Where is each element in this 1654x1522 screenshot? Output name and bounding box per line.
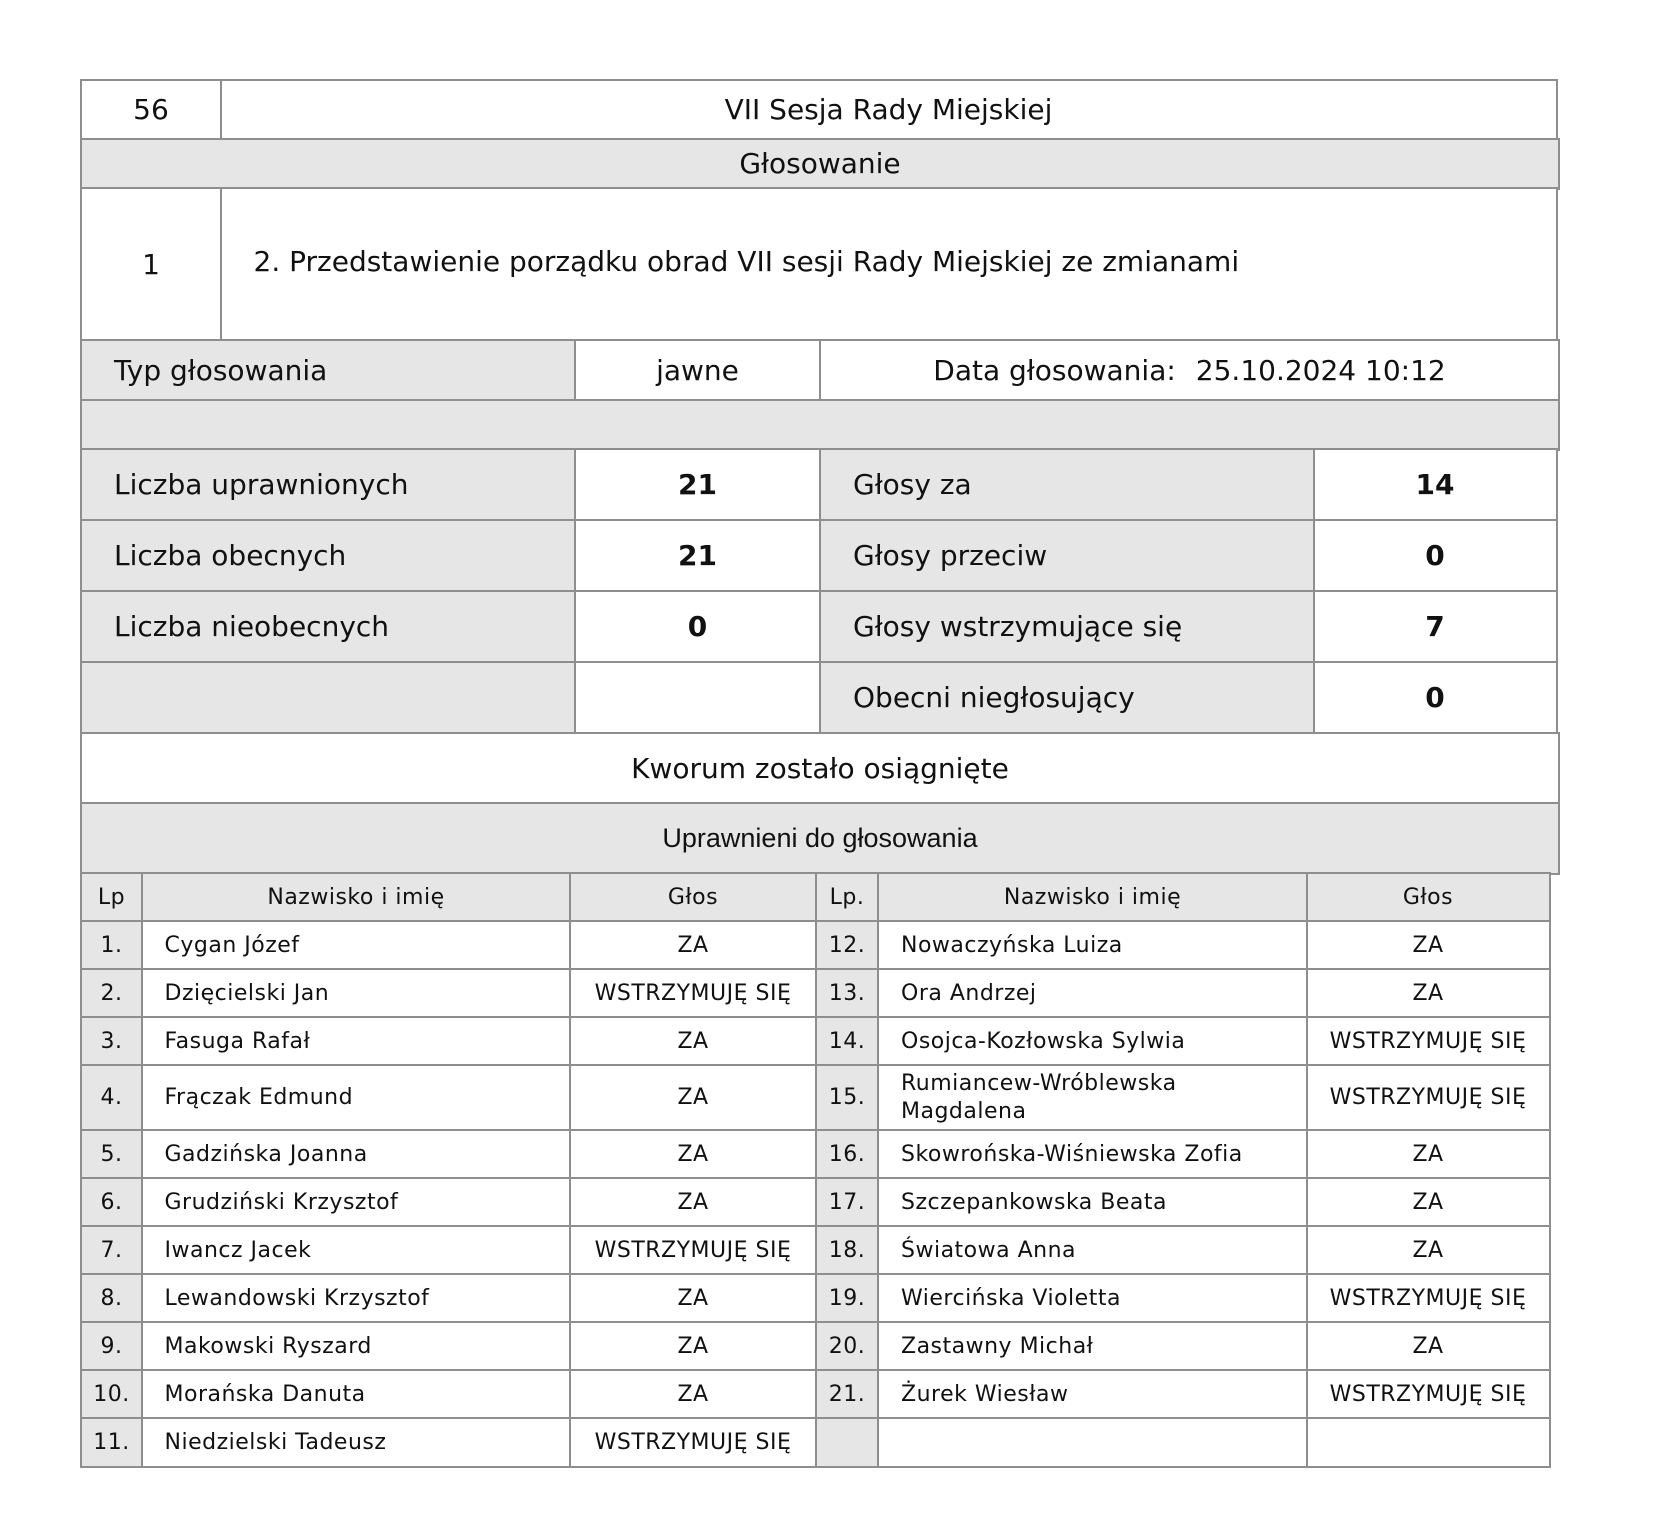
voter-name: Wiercińska Violetta [877, 1273, 1308, 1324]
stat-value: 14 [1313, 448, 1558, 522]
voter-name: Żurek Wiesław [877, 1369, 1308, 1420]
voter-lp: 11. [80, 1417, 143, 1468]
voter-lp: 9. [80, 1321, 143, 1372]
voter-name: Skowrońska-Wiśniewska Zofia [877, 1129, 1308, 1180]
column-header-lp: Lp. [815, 872, 880, 923]
voter-vote: ZA [569, 1321, 817, 1372]
voter-vote: WSTRZYMUJĘ SIĘ [569, 1225, 817, 1276]
voter-vote: WSTRZYMUJĘ SIĘ [569, 968, 817, 1019]
voters-header-row [80, 872, 1558, 920]
table-row [80, 1225, 1558, 1273]
voter-name: Morańska Danuta [141, 1369, 572, 1420]
voter-lp: 2. [80, 968, 143, 1019]
voter-name: Rumiancew-Wróblewska Magdalena [877, 1064, 1308, 1132]
voter-vote: WSTRZYMUJĘ SIĘ [1306, 1016, 1551, 1067]
voter-vote: WSTRZYMUJĘ SIĘ [1306, 1273, 1551, 1324]
quorum-row [80, 732, 1558, 802]
voter-lp: 15. [815, 1064, 880, 1132]
voter-name: Makowski Ryszard [141, 1321, 572, 1372]
voter-vote: ZA [569, 1064, 817, 1132]
vote-date-value: 25.10.2024 10:12 [1195, 353, 1446, 387]
voter-lp: 5. [80, 1129, 143, 1180]
voter-name: Grudziński Krzysztof [141, 1177, 572, 1228]
voter-vote: WSTRZYMUJĘ SIĘ [1306, 1369, 1551, 1420]
voter-name: Zastawny Michał [877, 1321, 1308, 1372]
column-header-name: Nazwisko i imię [877, 872, 1308, 923]
voter-vote: ZA [569, 1016, 817, 1067]
voter-lp: 1. [80, 920, 143, 971]
agenda-item-row [80, 187, 1558, 339]
voter-lp: 19. [815, 1273, 880, 1324]
column-header-vote: Głos [569, 872, 817, 923]
table-row [80, 1273, 1558, 1321]
voter-lp: 20. [815, 1321, 880, 1372]
voter-lp: 21. [815, 1369, 880, 1420]
column-header-name: Nazwisko i imię [141, 872, 572, 923]
voter-vote: ZA [569, 1129, 817, 1180]
stat-label: Liczba nieobecnych [80, 590, 576, 664]
voter-lp: 7. [80, 1225, 143, 1276]
section-title-row [80, 138, 1558, 187]
session-title: VII Sesja Rady Miejskiej [220, 79, 1558, 141]
voter-lp: 18. [815, 1225, 880, 1276]
voter-vote: ZA [1306, 1129, 1551, 1180]
voter-lp: 10. [80, 1369, 143, 1420]
vote-meta-row [80, 339, 1558, 399]
voting-report [80, 79, 1558, 1465]
voter-lp: 8. [80, 1273, 143, 1324]
stat-label: Głosy przeciw [819, 519, 1315, 593]
voter-name: Niedzielski Tadeusz [141, 1417, 572, 1468]
column-header-vote: Głos [1306, 872, 1551, 923]
voter-vote: ZA [1306, 1321, 1551, 1372]
table-row [80, 1369, 1558, 1417]
voter-name: Nowaczyńska Luiza [877, 920, 1308, 971]
empty-cell [815, 1417, 880, 1468]
empty-cell [80, 661, 576, 735]
voter-vote: ZA [1306, 1225, 1551, 1276]
quorum-status: Kworum zostało osiągnięte [80, 732, 1560, 805]
voter-lp: 17. [815, 1177, 880, 1228]
empty-cell [574, 661, 822, 735]
agenda-item-number: 1 [80, 187, 222, 342]
stat-value: 7 [1313, 590, 1558, 664]
section-title: Głosowanie [80, 138, 1560, 190]
stat-value: 21 [574, 519, 822, 593]
stat-value: 0 [574, 590, 822, 664]
vote-type-label: Typ głosowania [80, 339, 576, 402]
voter-vote: ZA [1306, 968, 1551, 1019]
voter-name: Cygan Józef [141, 920, 572, 971]
agenda-item-title: 2. Przedstawienie porządku obrad VII sesji Rady Miejskiej ze zmianami [220, 187, 1558, 342]
spacer-band [80, 399, 1560, 451]
table-row [80, 920, 1558, 968]
stat-label: Głosy wstrzymujące się [819, 590, 1315, 664]
stat-value: 21 [574, 448, 822, 522]
voter-vote: ZA [569, 1177, 817, 1228]
voter-lp: 14. [815, 1016, 880, 1067]
stats-row [80, 661, 1558, 732]
voter-name: Fasuga Rafał [141, 1016, 572, 1067]
voter-lp: 6. [80, 1177, 143, 1228]
vote-type-value: jawne [574, 339, 822, 402]
voter-vote: WSTRZYMUJĘ SIĘ [569, 1417, 817, 1468]
voter-vote: ZA [569, 920, 817, 971]
stats-row [80, 590, 1558, 661]
voter-vote: ZA [1306, 920, 1551, 971]
voter-name: Frączak Edmund [141, 1064, 572, 1132]
table-row [80, 1321, 1558, 1369]
table-row [80, 968, 1558, 1016]
voter-lp: 13. [815, 968, 880, 1019]
vote-date [819, 339, 1560, 402]
voter-name: Iwancz Jacek [141, 1225, 572, 1276]
voter-lp: 3. [80, 1016, 143, 1067]
stat-value: 0 [1313, 661, 1558, 735]
table-row [80, 1129, 1558, 1177]
vote-date-label: Data głosowania: [933, 353, 1176, 387]
stat-label: Liczba uprawnionych [80, 448, 576, 522]
table-row [80, 1016, 1558, 1064]
eligible-title-row [80, 802, 1558, 872]
table-row [80, 1177, 1558, 1225]
column-header-lp: Lp [80, 872, 143, 923]
table-row [80, 1417, 1558, 1465]
voter-vote: WSTRZYMUJĘ SIĘ [1306, 1064, 1551, 1132]
voter-vote: ZA [569, 1273, 817, 1324]
empty-cell [877, 1417, 1308, 1468]
voter-name: Gadzińska Joanna [141, 1129, 572, 1180]
stats-row [80, 519, 1558, 590]
voter-lp: 4. [80, 1064, 143, 1132]
stat-label: Głosy za [819, 448, 1315, 522]
spacer-row [80, 399, 1558, 448]
voter-name: Szczepankowska Beata [877, 1177, 1308, 1228]
voter-vote: ZA [1306, 1177, 1551, 1228]
session-header-row [80, 79, 1558, 138]
stat-value: 0 [1313, 519, 1558, 593]
stat-label: Liczba obecnych [80, 519, 576, 593]
voter-name: Ora Andrzej [877, 968, 1308, 1019]
voter-lp: 12. [815, 920, 880, 971]
stats-row [80, 448, 1558, 519]
session-number: 56 [80, 79, 222, 141]
voter-lp: 16. [815, 1129, 880, 1180]
voter-vote: ZA [569, 1369, 817, 1420]
voter-name: Dzięcielski Jan [141, 968, 572, 1019]
voter-name: Lewandowski Krzysztof [141, 1273, 572, 1324]
stat-label: Obecni niegłosujący [819, 661, 1315, 735]
table-row [80, 1064, 1558, 1129]
eligible-title: Uprawnieni do głosowania [80, 802, 1560, 875]
voter-name: Osojca-Kozłowska Sylwia [877, 1016, 1308, 1067]
voter-name: Światowa Anna [877, 1225, 1308, 1276]
empty-cell [1306, 1417, 1551, 1468]
